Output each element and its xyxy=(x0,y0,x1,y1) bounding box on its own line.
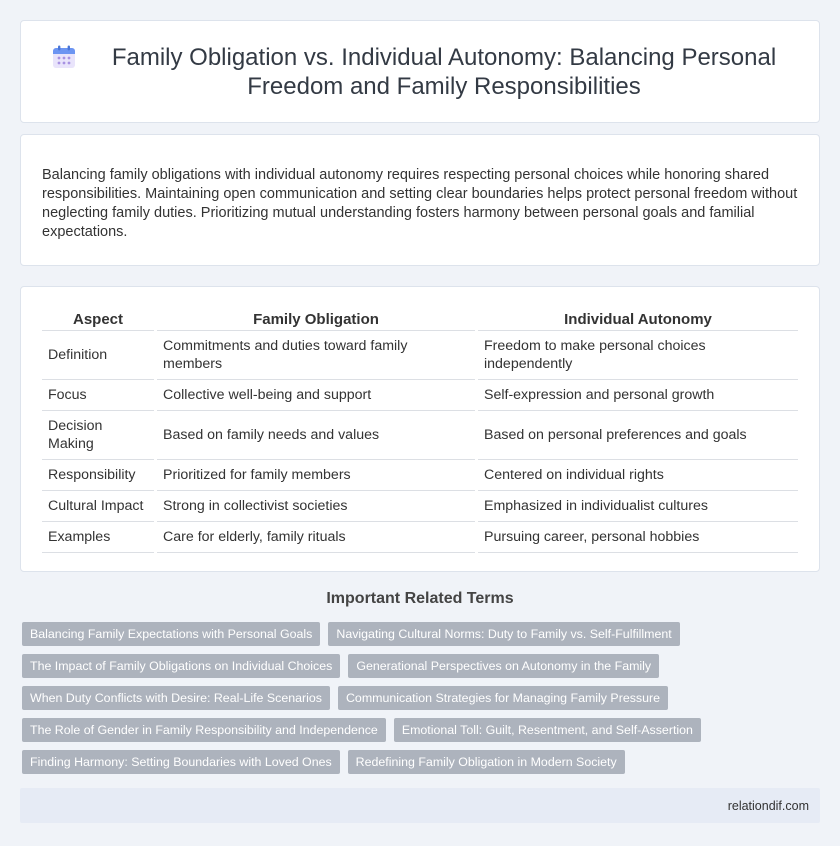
page-footer xyxy=(20,788,820,823)
table-cell-individual-autonomy: Self-expression and personal growth xyxy=(478,380,798,411)
related-term-link[interactable]: The Impact of Family Obligations on Individual Choices xyxy=(22,654,340,678)
table-cell-aspect: Cultural Impact xyxy=(42,491,154,522)
comparison-table xyxy=(39,307,801,553)
table-cell-aspect: Definition xyxy=(42,331,154,380)
calendar-icon xyxy=(51,44,77,70)
table-cell-aspect: Focus xyxy=(42,380,154,411)
intro-text: Balancing family obligations with individual autonomy requires respecting personal choices while honoring shared responsibilities. Maintaining open communication and setting clear boundaries helps protect personal freedom without neglecting family duties. Prioritizing mutual understanding fosters harmony between personal goals and familial expectations. xyxy=(42,167,798,240)
related-term-link[interactable]: Finding Harmony: Setting Boundaries with Loved Ones xyxy=(22,750,340,774)
intro-card xyxy=(20,134,820,266)
column-header-aspect: Aspect xyxy=(42,307,154,331)
table-cell-family-obligation: Commitments and duties toward family members xyxy=(157,331,475,380)
table-cell-family-obligation: Collective well-being and support xyxy=(157,380,475,411)
table-cell-family-obligation: Strong in collectivist societies xyxy=(157,491,475,522)
related-terms-section xyxy=(20,572,820,782)
table-cell-aspect: Decision Making xyxy=(42,411,154,460)
table-header-row xyxy=(42,307,798,331)
footer-site-link[interactable]: relationdif.com xyxy=(727,798,809,813)
table-cell-individual-autonomy: Based on personal preferences and goals xyxy=(478,411,798,460)
table-cell-individual-autonomy: Pursuing career, personal hobbies xyxy=(478,522,798,553)
table-cell-family-obligation: Care for elderly, family rituals xyxy=(157,522,475,553)
table-row xyxy=(42,522,798,553)
related-terms-list xyxy=(20,622,820,782)
table-cell-individual-autonomy: Centered on individual rights xyxy=(478,460,798,491)
related-term-link[interactable]: Generational Perspectives on Autonomy in the Family xyxy=(348,654,659,678)
page-header xyxy=(20,20,820,123)
column-header-family-obligation: Family Obligation xyxy=(157,307,475,331)
related-term-link[interactable]: Emotional Toll: Guilt, Resentment, and Self-Assertion xyxy=(394,718,701,742)
page-title: Family Obligation vs. Individual Autonomy: Balancing Personal Freedom and Family Responsibilities xyxy=(111,43,777,100)
table-row xyxy=(42,331,798,380)
related-term-link[interactable]: When Duty Conflicts with Desire: Real-Life Scenarios xyxy=(22,686,330,710)
table-row xyxy=(42,380,798,411)
table-cell-individual-autonomy: Freedom to make personal choices independently xyxy=(478,331,798,380)
related-term-link[interactable]: Balancing Family Expectations with Personal Goals xyxy=(22,622,320,646)
table-cell-aspect: Examples xyxy=(42,522,154,553)
related-term-link[interactable]: Navigating Cultural Norms: Duty to Family vs. Self-Fulfillment xyxy=(328,622,679,646)
related-term-link[interactable]: The Role of Gender in Family Responsibility and Independence xyxy=(22,718,386,742)
table-cell-individual-autonomy: Emphasized in individualist cultures xyxy=(478,491,798,522)
table-row xyxy=(42,411,798,460)
table-row xyxy=(42,460,798,491)
table-cell-family-obligation: Prioritized for family members xyxy=(157,460,475,491)
related-term-link[interactable]: Communication Strategies for Managing Family Pressure xyxy=(338,686,668,710)
comparison-card xyxy=(20,286,820,572)
table-row xyxy=(42,491,798,522)
table-cell-family-obligation: Based on family needs and values xyxy=(157,411,475,460)
table-cell-aspect: Responsibility xyxy=(42,460,154,491)
column-header-individual-autonomy: Individual Autonomy xyxy=(478,307,798,331)
related-term-link[interactable]: Redefining Family Obligation in Modern Society xyxy=(348,750,625,774)
related-terms-title: Important Related Terms xyxy=(326,590,514,607)
